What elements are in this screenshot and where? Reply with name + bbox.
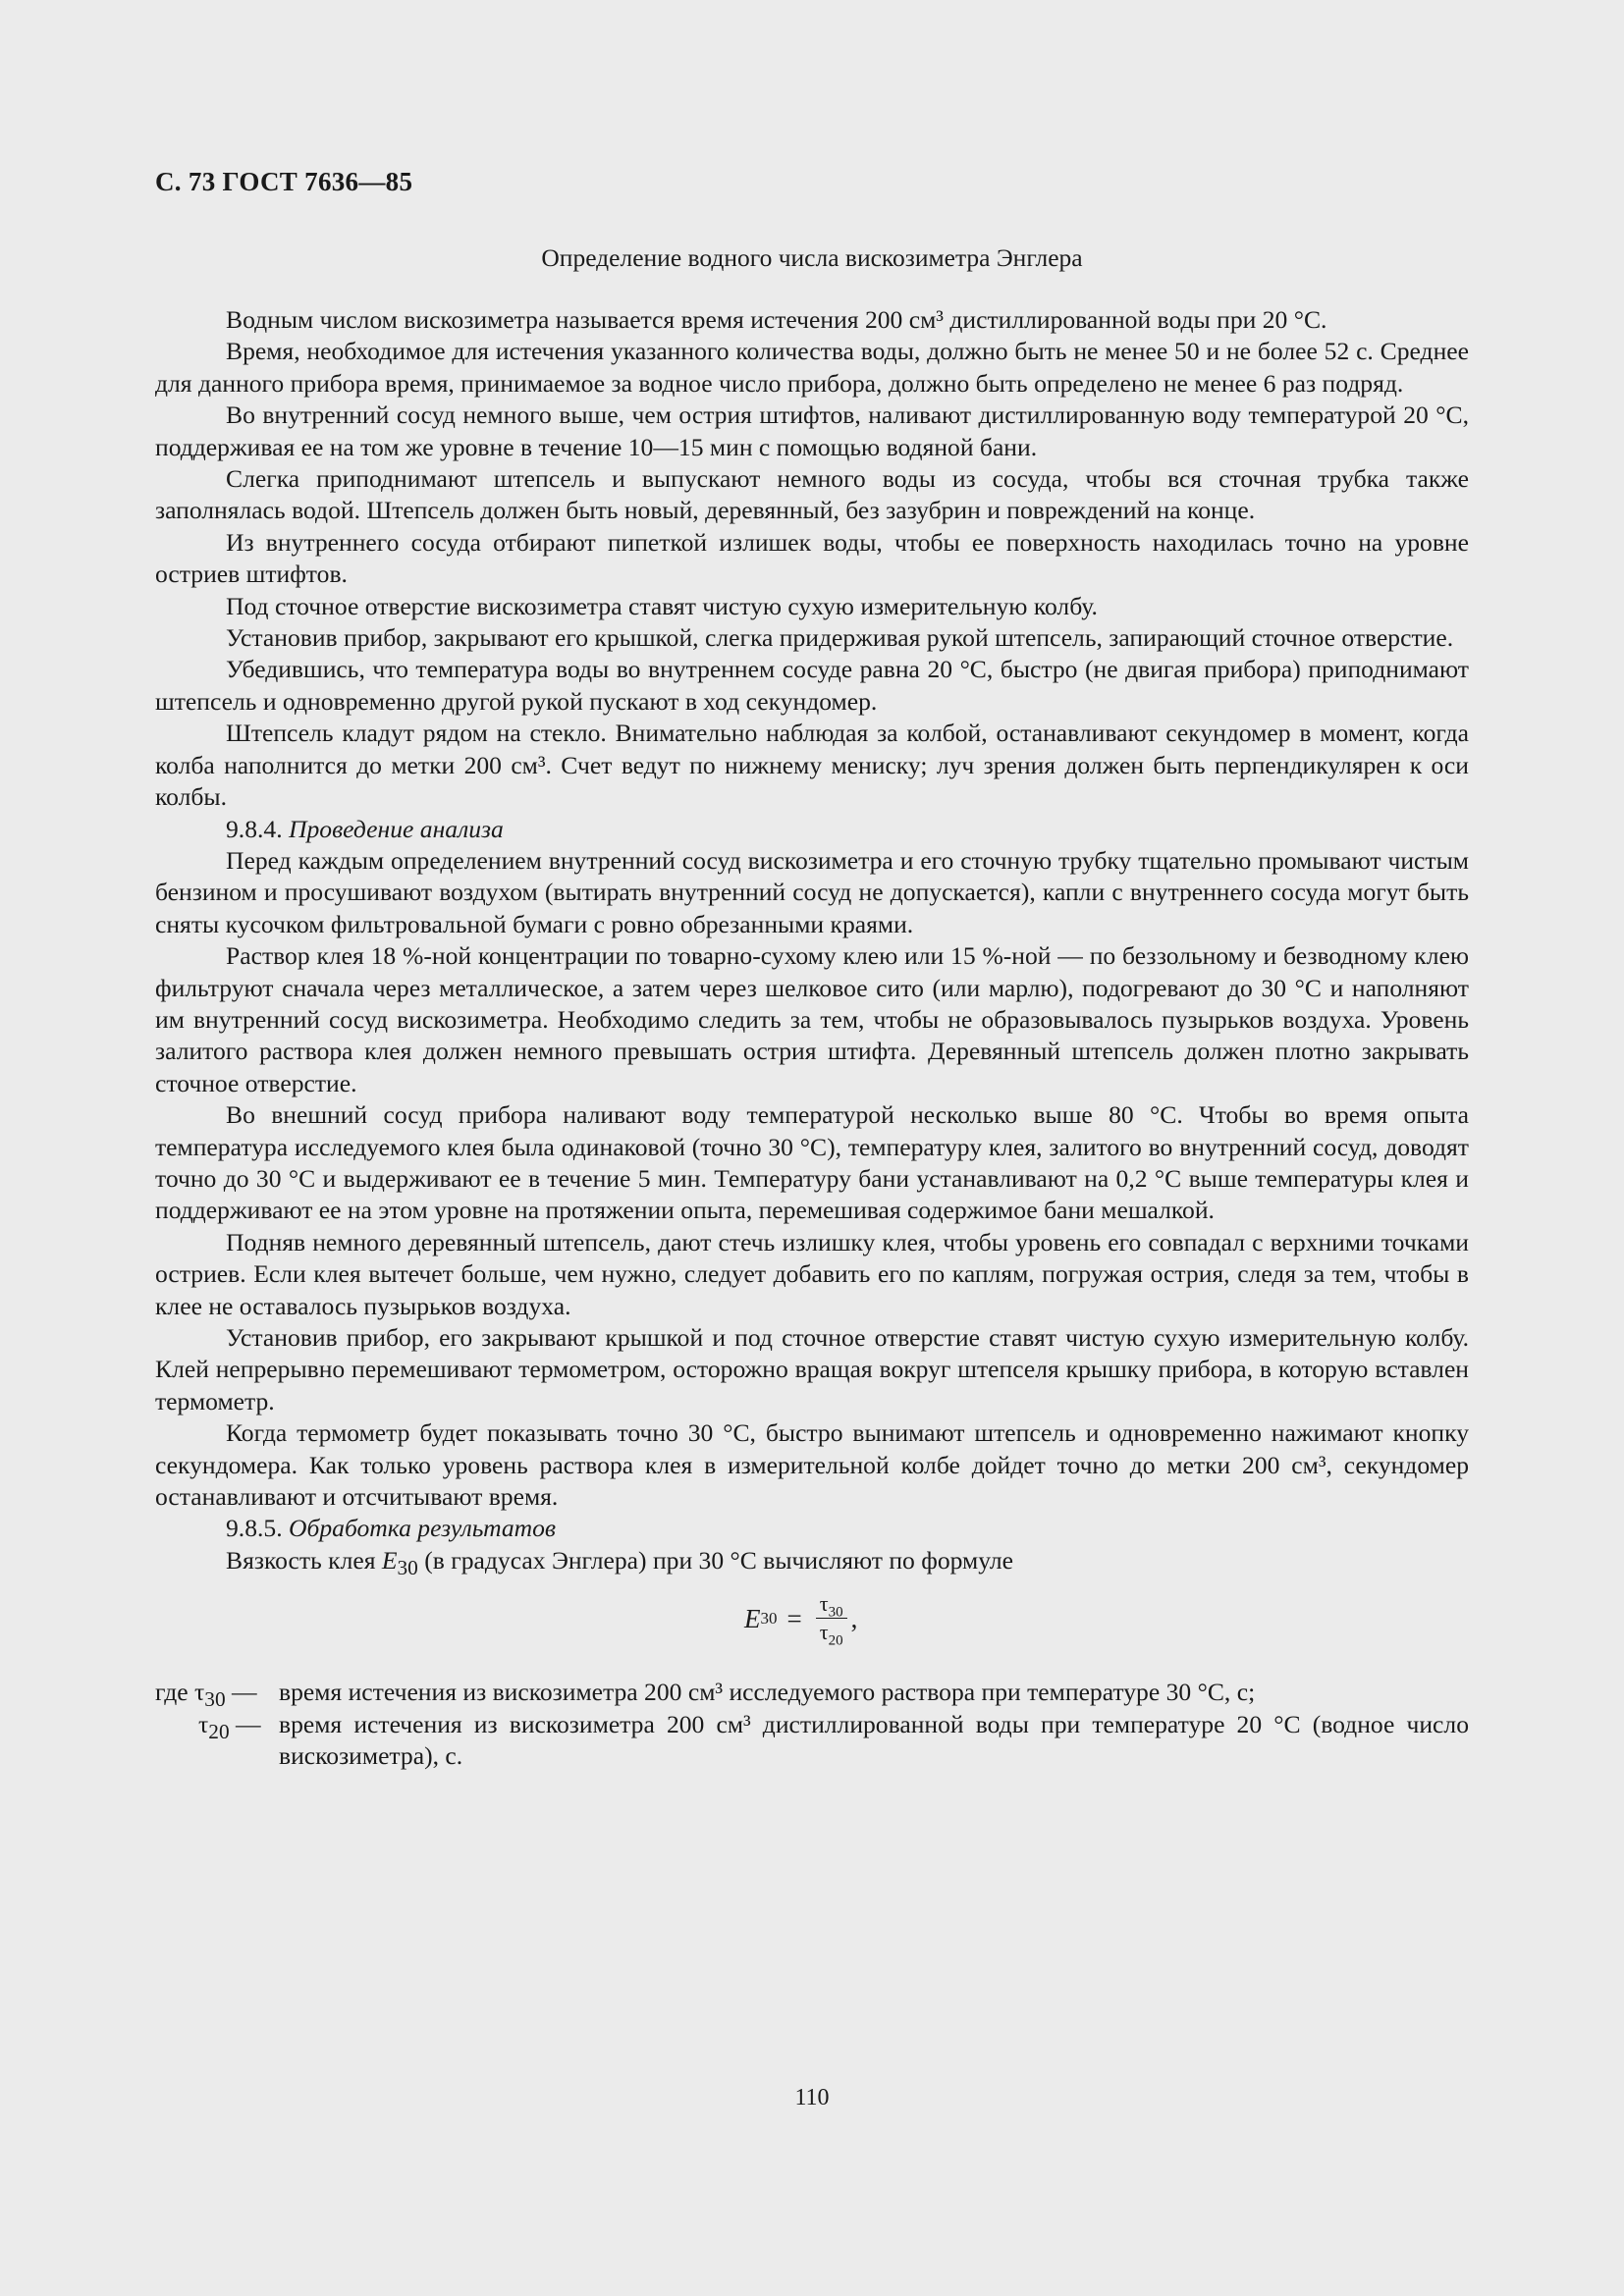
section-title: Определение водного числа вискозиметра Энглера [541, 243, 1083, 272]
paragraph: Установив прибор, закрывают его крышкой, слегка придерживая рукой штепсель, запирающий сточное отверстие. [226, 623, 1454, 653]
formula-intro: Вязкость клея $E_{30}$ (в градусах Энглера) при 30 °С вычисляют по формуле [226, 1545, 1014, 1579]
subsection-number: 9.8.5. [226, 1514, 283, 1543]
subsection-heading [155, 814, 1469, 845]
page-number: 110 [794, 2085, 830, 2110]
paragraph: Установив прибор, его закрывают крышкой и под сточное отверстие ставят чистую сухую измерительную колбу. Клей непрерывно перемешивают термометром, осторожно вращая вокруг штепселя крышку прибора, в которую вставлен термометр. [155, 1323, 1469, 1415]
paragraph: Подняв немного деревянный штепсель, дают стечь излишку клея, чтобы уровень его совпадал с верхними точками остриев. Если клея вытечет больше, чем нужно, следует добавить его по каплям, погружая острия, следя за тем, чтобы в клее не оставалось пузырьков воздуха. [155, 1227, 1469, 1320]
formula-legend [155, 1677, 1469, 1772]
subsection-title: Проведение анализа [289, 814, 504, 843]
document-body [155, 304, 1469, 1772]
paragraph: Под сточное отверстие вискозиметра ставят чистую сухую измерительную колбу. [226, 591, 1098, 620]
paragraph: Во внешний сосуд прибора наливают воду температурой несколько выше 80 °С. Чтобы во время опыта температура исследуемого клея была одинаковой (точно 30 °С), температуру клея, залитого во внутренний сосуд, доводят точно до 30 °С и выдерживают ее в течение 5 мин. Температуру бани устанавливают на 0,2 °С выше температуры клея и поддерживают ее на этом уровне на протяжении опыта, перемешивая содержимое бани мешалкой. [155, 1100, 1469, 1225]
subsection-number: 9.8.4. [226, 814, 283, 843]
formula: E 30 = $\frac{\tau_{30}}{\tau_{20}}$ , [744, 1591, 858, 1649]
paragraph: Из внутреннего сосуда отбирают пипеткой излишек воды, чтобы ее поверхность находилась точно на уровне остриев штифтов. [155, 527, 1469, 589]
paragraph: Штепсель кладут рядом на стекло. Внимательно наблюдая за колбой, останавливают секундомер в момент, когда колба наполнится до метки 200 см³. Счет ведут по нижнему мениску; луч зрения должен быть перпендикулярен к оси колбы. [155, 719, 1469, 812]
paragraph: Когда термометр будет показывать точно 30 °С, быстро вынимают штепсель и одновременно нажимают кнопку секундомера. Как только уровень раствора клея в измерительной колбе дойдет точно до метки 200 см³, секундомер останавливают и отсчитывают время. [155, 1418, 1469, 1512]
paragraph: Время, необходимое для истечения указанного количества воды, должно быть не менее 50 и не более 52 с. Среднее для данного прибора время, принимаемое за водное число прибора, должно быть определено не менее 6 раз подряд. [155, 337, 1469, 398]
page-header: С. 73 ГОСТ 7636—85 [155, 167, 413, 196]
subsection-title: Обработка результатов [289, 1514, 557, 1543]
formula-var: E [381, 1545, 398, 1575]
legend-item: $\tau_{20}$ — время истечения из вискозиметра 200 см³ дистиллированной воды при температуре 20 °С (водное число вискозиметра), с. [198, 1709, 1469, 1771]
subsection-heading [155, 1513, 1469, 1544]
paragraph: Раствор клея 18 %-ной концентрации по товарно-сухому клею или 15 %-ной — по беззольному и безводному клею фильтруют сначала через металлическое, а затем через шелковое сито (или марлю), подогревают до 30 °С и наполняют им внутренний сосуд вискозиметра. Необходимо следить за тем, чтобы не образовывалось пузырьков воздуха. Уровень залитого раствора клея должен немного превышать острия штифта. Деревянный штепсель должен плотно закрывать сточное отверстие. [155, 941, 1469, 1097]
paragraph: Убедившись, что температура воды во внутреннем сосуде равна 20 °С, быстро (не двигая прибора) приподнимают штепсель и одновременно другой рукой пускают в ход секундомер. [155, 655, 1469, 716]
paragraph: Во внутренний сосуд немного выше, чем острия штифтов, наливают дистиллированную воду температурой 20 °С, поддерживая ее на том же уровне в течение 10—15 мин с помощью водяной бани. [155, 400, 1469, 461]
paragraph: Слегка приподнимают штепсель и выпускают немного воды из сосуда, чтобы вся сточная трубка также заполнялась водой. Штепсель должен быть новый, деревянный, без зазубрин и повреждений на конце. [155, 464, 1469, 525]
formula-equals: = [786, 1603, 802, 1633]
formula-fraction: $\frac{\tau_{30}}{\tau_{20}}$ [816, 1590, 847, 1646]
paragraph: Перед каждым определением внутренний сосуд вискозиметра и его сточную трубку тщательно промывают чистым бензином и просушивают воздухом (вытирать внутренний сосуд не допускается), капли с внутреннего сосуда могут быть сняты кусочком фильтровальной бумаги с ровно обрезанными краями. [155, 845, 1469, 938]
formula-lhs: E [744, 1603, 761, 1633]
legend-item: где $\tau_{30}$ — время истечения из вискозиметра 200 см³ исследуемого раствора при температуре 30 °С, с; [155, 1678, 1256, 1712]
paragraph: Водным числом вискозиметра называется время истечения 200 см³ дистиллированной воды при 20 °С. [226, 305, 1327, 334]
